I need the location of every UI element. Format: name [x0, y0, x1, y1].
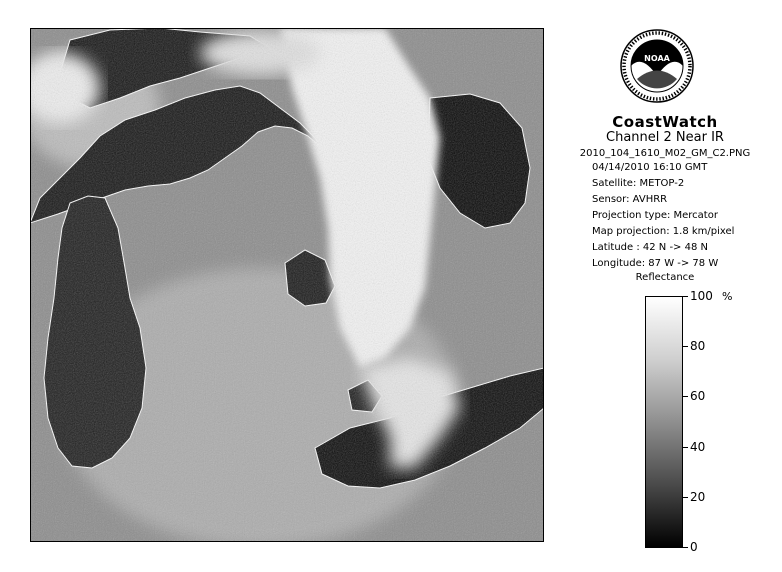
noaa-logo: [620, 24, 694, 108]
brand-title: CoastWatch: [612, 113, 718, 131]
satellite-map: [30, 28, 544, 542]
colorbar-gradient: [645, 296, 683, 548]
scale-tick-20: 20: [690, 489, 706, 504]
date-time: 04/14/2010 16:10 GMT: [592, 162, 708, 173]
scale-tick-mark: [683, 497, 688, 498]
latitude-range: Latitude : 42 N -> 48 N: [592, 242, 708, 253]
scale-tick-0: 0: [690, 540, 698, 554]
longitude-range: Longitude: 87 W -> 78 W: [592, 258, 719, 269]
scale-unit: %: [722, 290, 733, 303]
reflectance-colorbar: [645, 296, 683, 548]
channel-label: Channel 2 Near IR: [606, 130, 724, 145]
sensor-label: Sensor: AVHRR: [592, 194, 668, 205]
projection-type: Projection type: Mercator: [592, 210, 718, 221]
scale-tick-mark: [683, 396, 688, 397]
map-projection: Map projection: 1.8 km/pixel: [592, 226, 735, 237]
scale-tick-mark: [683, 547, 688, 548]
logo-text: NOAA: [644, 54, 670, 63]
scale-tick-mark: [683, 346, 688, 347]
scale-tick-40: 40: [690, 439, 706, 454]
satellite-label: Satellite: METOP-2: [592, 178, 685, 189]
scale-tick-100: 100: [690, 289, 713, 303]
scale-tick-mark: [683, 296, 688, 297]
scale-label: Reflectance: [635, 272, 695, 283]
scale-tick-mark: [683, 447, 688, 448]
scale-tick-60: 60: [690, 389, 706, 404]
scale-tick-80: 80: [690, 339, 706, 354]
file-name: 2010_104_1610_M02_GM_C2.PNG: [579, 148, 751, 159]
